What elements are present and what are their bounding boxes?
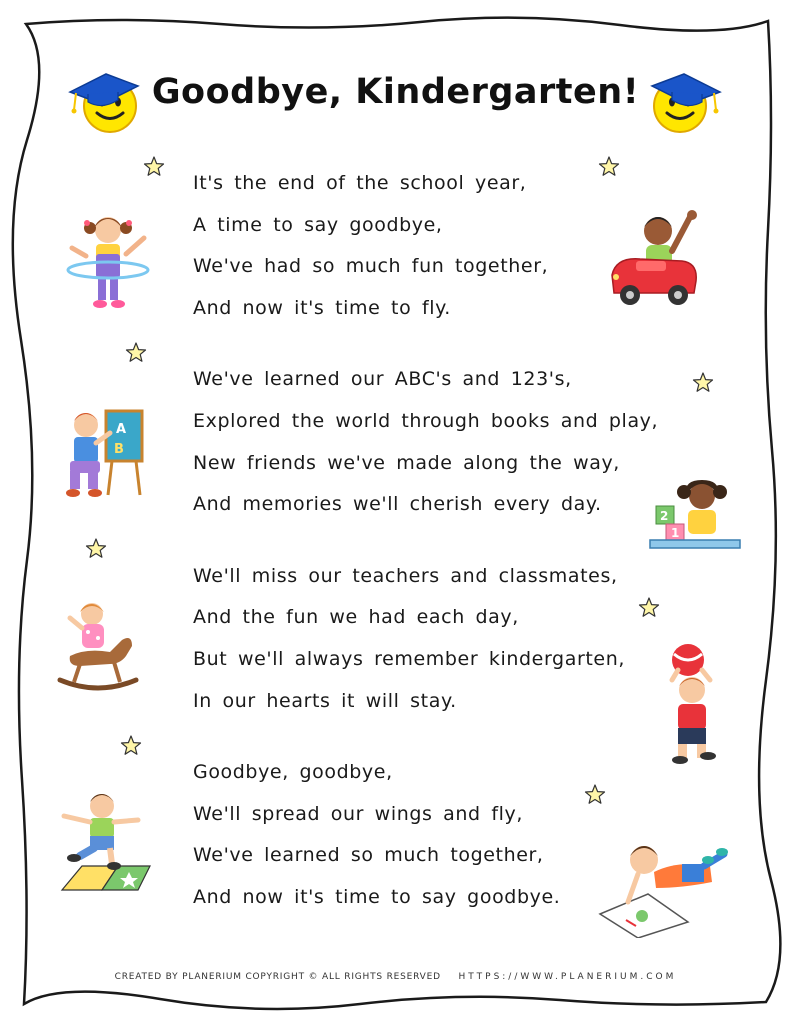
boy-chalkboard-illustration — [56, 405, 148, 501]
stanza — [193, 561, 673, 727]
footer-url-link[interactable]: HTTPS://WWW.PLANERIUM.COM — [458, 972, 677, 982]
footer — [0, 972, 791, 982]
poem-line: We've learned our ABC's and 123's, — [193, 368, 572, 391]
stanza — [193, 364, 673, 530]
boy-hopscotch-illustration — [58, 790, 154, 898]
poem-line: And memories we'll cherish every day. — [193, 493, 602, 516]
star-icon — [84, 537, 108, 561]
poem-line: But we'll always remember kindergarten, — [193, 647, 625, 670]
graduation-smiley-icon — [648, 64, 724, 136]
block-number-2: 2 — [660, 509, 669, 523]
star-icon — [142, 155, 166, 179]
poem-line: In our hearts it will stay. — [193, 689, 457, 712]
graduation-smiley-icon — [66, 64, 142, 136]
poem-line: We've had so much fun together, — [193, 255, 549, 278]
board-letter-a: A — [116, 422, 127, 437]
poem-line: We'll spread our wings and fly, — [193, 802, 523, 825]
poem-line: Goodbye, goodbye, — [193, 761, 393, 784]
footer-credit: CREATED BY PLANERIUM COPYRIGHT © ALL RIGHTS RESERVED — [114, 972, 441, 982]
star-icon — [691, 371, 715, 395]
star-icon — [119, 734, 143, 758]
poem-line: Explored the world through books and play, — [193, 409, 659, 432]
poem-line: And now it's time to say goodbye. — [193, 885, 561, 908]
girl-hula-hoop-illustration — [60, 208, 156, 318]
stanza — [193, 757, 673, 923]
poem-line: And the fun we had each day, — [193, 606, 519, 629]
poem-line: A time to say goodbye, — [193, 213, 443, 236]
poem-line: New friends we've made along the way, — [193, 451, 620, 474]
poem-line: We'll miss our teachers and classmates, — [193, 564, 618, 587]
board-letter-b: B — [114, 442, 124, 457]
girl-rocking-horse-illustration — [56, 600, 140, 692]
poem-line: We've learned so much together, — [193, 844, 544, 867]
poem-line: It's the end of the school year, — [193, 172, 527, 194]
page-title: Goodbye, Kindergarten! — [151, 72, 640, 112]
poem-line: And now it's time to fly. — [193, 296, 451, 319]
star-icon — [124, 341, 148, 365]
block-number-1: 1 — [671, 526, 680, 540]
poem — [193, 168, 673, 954]
stanza — [193, 168, 673, 334]
